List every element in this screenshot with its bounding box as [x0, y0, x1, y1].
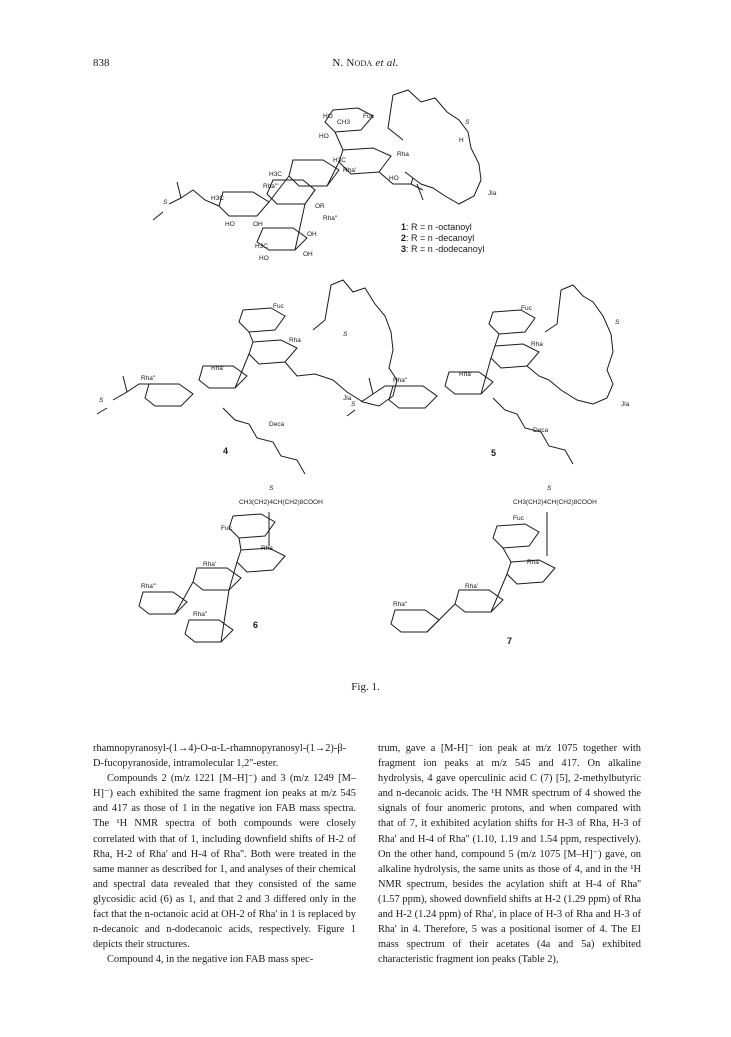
compound-5-labels [351, 305, 630, 434]
c4-label-s2: S [99, 397, 104, 404]
label-rha-prime: Rha' [343, 167, 357, 174]
compound-3-label: 3: R = n -dodecanoyl [401, 244, 485, 254]
label-ho-2: HO [319, 133, 329, 140]
compound-6-number: 6 [253, 620, 259, 630]
c7-label-fuc: Fuc [513, 515, 524, 522]
running-head-etal: et al. [372, 57, 399, 69]
label-oh-2: OH [307, 231, 317, 238]
structure-compound-7 [391, 512, 555, 632]
c4-label-rha: Rha [289, 337, 301, 344]
compound-7-number: 7 [507, 636, 513, 646]
label-rha-triple: Rha''' [263, 183, 279, 190]
c6-label-rha-double: Rha'' [193, 611, 208, 618]
paragraph: Compounds 2 (m/z 1221 [M–H]⁻) and 3 (m/z 1249 [M–H]⁻) each exhibited the same fragment ion peaks at m/z 545 and 417 as those of 1 in the negative ion FAB mass spectra. The ¹H NMR spectra of both compounds were closely correlated with that of 1, including downfield shifts of H-2 of Rha, H-2 of Rha' and H-4 of Rha''. Both were treated in the same manner as described for 1, and analyses of their chemical and spectral data revealed that they consisted of the same glycosidic acid (6) as 1, and that 2 and 3 differed only in the fact that the n-octanoic acid at OH-2 of Rha' in 1 is replaced by n-decanoic and n-dodecanoic acids, respectively. Figure 1 depicts their structures. [93, 773, 356, 951]
c6-label-fuc: Fuc [221, 525, 232, 532]
c6-label-acid: CH3(CH2)4CH(CH2)8COOH [239, 499, 323, 506]
label-h3c-1: H3C [333, 157, 347, 164]
c7-label-rha-prime: Rha' [465, 583, 479, 590]
label-ho-4: HO [225, 221, 235, 228]
c5-label-rha-double: Rha'' [393, 377, 408, 384]
paragraph: Compound 4, in the negative ion FAB mass spec- [107, 954, 314, 966]
c5-label-rha: Rha [531, 341, 543, 348]
c6-label-rha-prime: Rha' [203, 561, 217, 568]
c6-label-rha: Rha [261, 545, 273, 552]
c7-label-rha: Rha [527, 559, 539, 566]
c4-label-jla: Jla [343, 395, 352, 402]
label-h: H [459, 137, 464, 144]
label-stereo-s2: S [163, 199, 168, 206]
c5-label-s2: S [351, 401, 356, 408]
page-number: 838 [93, 57, 110, 69]
compound-6-labels [141, 485, 323, 630]
label-ho-5: HO [259, 255, 269, 262]
figure-caption: Fig. 1. [351, 681, 380, 693]
label-h3c-2: H3C [269, 171, 283, 178]
label-oh-3: OH [303, 251, 313, 258]
c5-label-s1: S [615, 319, 620, 326]
text-column-right [378, 741, 641, 967]
label-or: OR [315, 203, 325, 210]
label-ho-3: HO [389, 175, 399, 182]
c5-label-rha-prime: Rha' [459, 371, 473, 378]
c4-label-deca: Deca [269, 421, 285, 428]
running-head-author: Noda [346, 57, 373, 69]
c7-label-acid: CH3(CH2)4CH(CH2)8COOH [513, 499, 597, 506]
c5-label-deca: Deca [533, 427, 549, 434]
running-head [0, 57, 731, 69]
label-fuc: Fuc [363, 113, 374, 120]
c5-label-jla: Jla [621, 401, 630, 408]
c7-label-s: S [547, 485, 552, 492]
structure-figure [93, 80, 638, 680]
compound-5-number: 5 [491, 448, 497, 458]
structure-compound-5 [347, 285, 613, 464]
running-head-initial: N. [332, 57, 347, 69]
c4-label-rha-prime: Rha' [211, 365, 225, 372]
chemical-structures [93, 80, 638, 680]
label-h3c-4: H3C [255, 243, 269, 250]
c7-label-rha-double: Rha'' [393, 601, 408, 608]
paragraph: trum, gave a [M-H]⁻ ion peak at m/z 1075 together with fragment ion peaks at m/z 545 and 417. On alkaline hydrolysis, 4 gave operculinic acid C (7) [5], 2-methylbutyric and n-decanoic acids. The ¹H NMR spectrum of 4 showed the signals of four anomeric protons, and when compared with that of 7, it exhibited acylation shifts for H-3 of Rha, H-3 of Rha' and H-4 of Rha'' (1.10, 1.19 and 1.54 ppm, respectively). On the other hand, compound 5 (m/z 1075 [M–H]⁻) gave, on alkaline hydrolysis, the same units as those of 4, and in the ¹H NMR spectrum, besides the acylation shift at H-4 of Rha'' (1.57 ppm), showed downfield shifts at H-2 (1.29 ppm) of Rha and H-2 (1.24 ppm) of Rha', in place of H-3 of Rha and H-3 of Rha' in 4. Therefore, 5 was a positional isomer of 4. The EI mass spectrum of their acetates (4a and 5a) exhibited characteristic fragment ion peaks (Table 2), [378, 743, 641, 966]
compound-legend [401, 222, 484, 254]
paragraph: rhamnopyranosyl-(1→4)-O-α-L-rhamnopyranosyl-(1→2)-β-D-fucopyranoside, intramolecular 1,2''-ester. [93, 743, 347, 770]
label-rha-double: Rha'' [323, 215, 338, 222]
c6-label-s: S [269, 485, 274, 492]
label-stereo-s1: S [465, 119, 470, 126]
structure-compound-6 [139, 512, 285, 642]
label-ho-1: HO [323, 113, 333, 120]
text-column-left [93, 741, 356, 967]
compound-1-label: 1: R = n -octanoyl [401, 222, 472, 232]
label-h3c-3: H3C [211, 195, 225, 202]
c4-label-s1: S [343, 331, 348, 338]
compound-4-number: 4 [223, 446, 229, 456]
c5-label-fuc: Fuc [521, 305, 532, 312]
c4-label-fuc: Fuc [273, 303, 284, 310]
c6-label-rha-triple: Rha''' [141, 583, 157, 590]
label-rha: Rha [397, 151, 409, 158]
label-oh-1: OH [253, 221, 263, 228]
c4-label-rha-double: Rha'' [141, 375, 156, 382]
compound-2-label: 2: R = n -decanoyl [401, 233, 475, 243]
label-ch3: CH3 [337, 119, 351, 126]
compound-7-labels [393, 485, 597, 646]
label-jla: Jla [488, 190, 497, 197]
